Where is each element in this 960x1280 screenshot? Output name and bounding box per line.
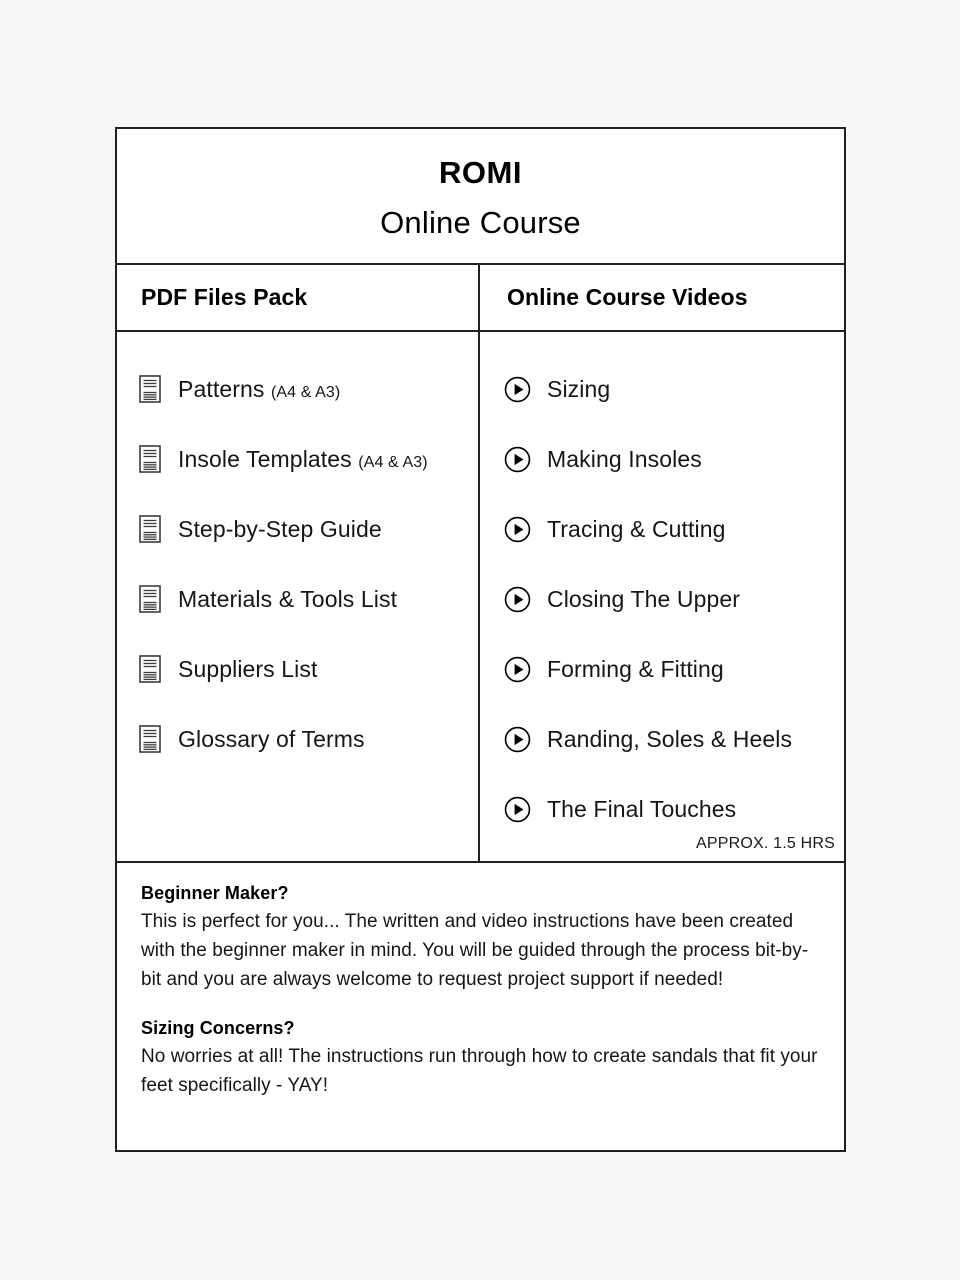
list-item-label: Insole Templates (A4 & A3) <box>178 445 428 472</box>
videos-list <box>480 332 844 844</box>
note-block <box>141 1018 820 1100</box>
list-item[interactable] <box>139 354 478 424</box>
document-icon <box>139 585 161 613</box>
note-body: No worries at all! The instructions run through how to create sandals that fit your feet specifically - YAY! <box>141 1046 818 1096</box>
note-block <box>141 883 820 994</box>
list-item[interactable] <box>139 634 478 704</box>
document-icon <box>139 445 161 473</box>
list-item-label: Step-by-Step Guide <box>178 515 382 542</box>
play-icon <box>504 376 531 403</box>
play-icon <box>504 726 531 753</box>
list-item[interactable] <box>504 494 844 564</box>
videos-column <box>480 332 844 861</box>
list-item-label: Materials & Tools List <box>178 585 398 612</box>
list-item-label: Making Insoles <box>547 445 702 472</box>
list-item-label: Suppliers List <box>178 655 318 682</box>
list-item-label: The Final Touches <box>547 795 737 822</box>
list-item-label: Closing The Upper <box>547 585 741 612</box>
pdf-column <box>117 332 480 861</box>
list-item[interactable] <box>504 354 844 424</box>
list-item-note: (A4 & A3) <box>270 383 341 401</box>
list-item[interactable] <box>139 494 478 564</box>
list-item-label: Tracing & Cutting <box>547 515 726 542</box>
brand-subtitle: Online Course <box>380 205 581 241</box>
play-icon <box>504 656 531 683</box>
list-item-label: Randing, Soles & Heels <box>547 725 793 752</box>
document-icon <box>139 375 161 403</box>
play-icon <box>504 586 531 613</box>
list-item-note: (A4 & A3) <box>358 453 428 471</box>
notes-section <box>117 863 844 1100</box>
pdf-list <box>117 332 478 774</box>
list-item-label: Sizing <box>547 375 611 402</box>
document-icon <box>139 515 161 543</box>
play-icon <box>504 796 531 823</box>
column-heading-pdf-label: PDF Files Pack <box>141 284 308 310</box>
note-heading: Beginner Maker? <box>141 883 289 903</box>
list-item-label: Forming & Fitting <box>547 655 724 682</box>
list-item-label: Glossary of Terms <box>178 725 365 752</box>
list-item[interactable] <box>504 704 844 774</box>
list-item[interactable] <box>139 424 478 494</box>
card-header <box>117 129 844 265</box>
play-icon <box>504 516 531 543</box>
column-heading-videos <box>480 265 844 330</box>
note-heading: Sizing Concerns? <box>141 1018 295 1038</box>
list-item[interactable] <box>504 634 844 704</box>
list-item[interactable] <box>139 564 478 634</box>
brand-title: ROMI <box>439 154 522 190</box>
course-card <box>115 127 846 1152</box>
list-item[interactable] <box>504 424 844 494</box>
play-icon <box>504 446 531 473</box>
list-item[interactable] <box>504 564 844 634</box>
column-heading-pdf <box>117 265 480 330</box>
columns-body <box>117 332 844 863</box>
note-body: This is perfect for you... The written and video instructions have been created with the beginner maker in mind. You will be guided through the process bit-by-bit and you are always welcome to request project support if needed! <box>141 911 809 990</box>
document-icon <box>139 725 161 753</box>
list-item-label: Patterns (A4 & A3) <box>178 375 341 402</box>
document-icon <box>139 655 161 683</box>
duration-note: APPROX. 1.5 HRS <box>695 835 835 852</box>
column-heading-row <box>117 265 844 332</box>
list-item[interactable] <box>504 774 844 844</box>
list-item[interactable] <box>139 704 478 774</box>
column-heading-videos-label: Online Course Videos <box>507 284 748 310</box>
